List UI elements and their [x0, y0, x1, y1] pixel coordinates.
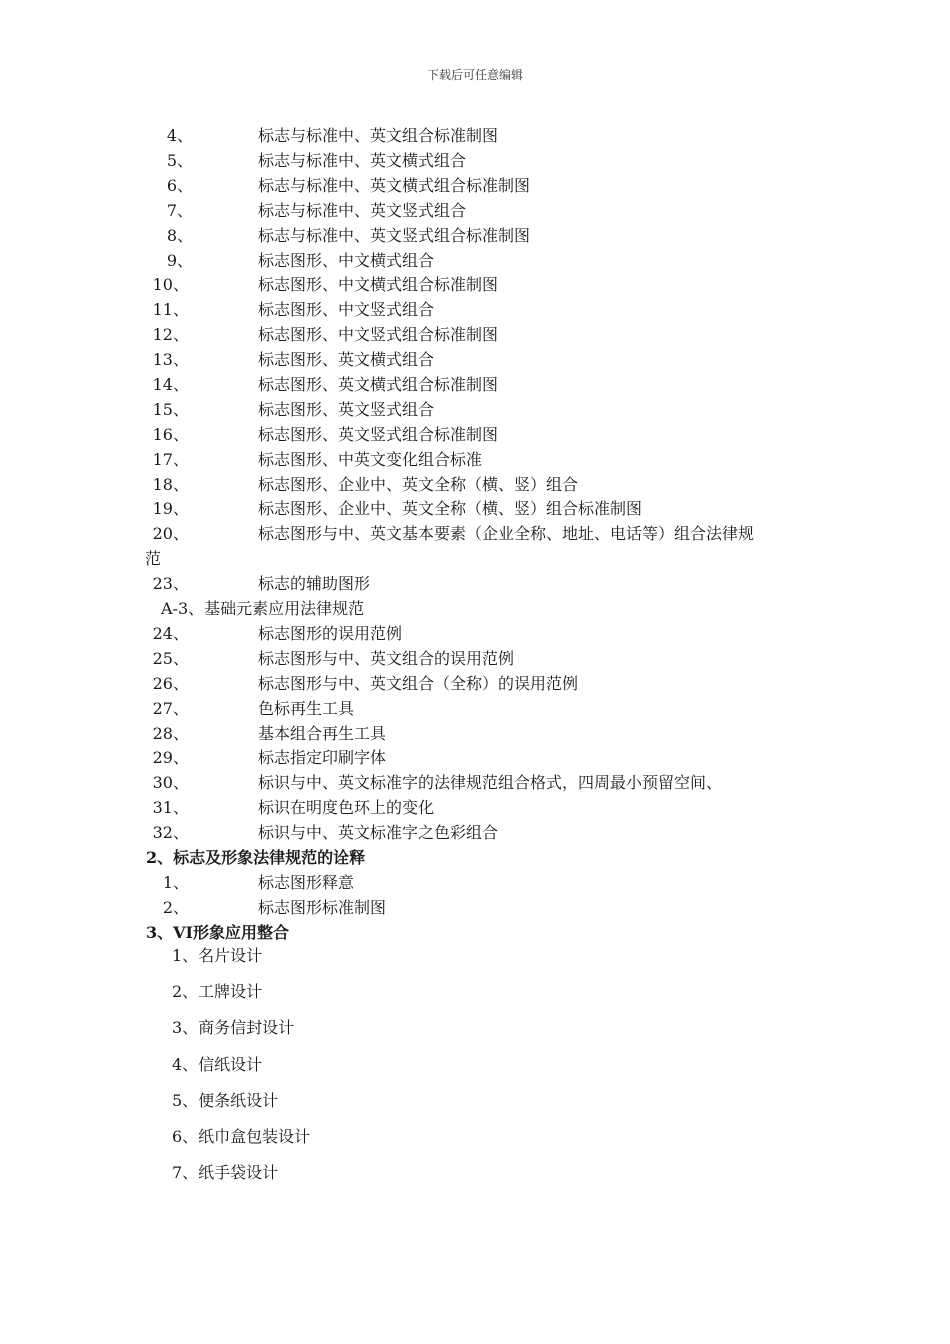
list-item-text: 标志图形、英文竖式组合标准制图 [258, 425, 499, 444]
application-item: 1、名片设计 [172, 946, 263, 965]
list-item-text: 标志图形、中文竖式组合 [258, 300, 435, 319]
list-item-text: 标志图形、英文横式组合标准制图 [258, 375, 499, 394]
list-item-number: 8、 [166, 226, 193, 245]
list-item-number: 6、 [166, 176, 193, 195]
list-item-number: 1、 [162, 873, 189, 892]
list-item-text: 色标再生工具 [258, 699, 355, 718]
list-item-number: 31、 [152, 798, 189, 817]
list-item-number: 26、 [152, 674, 189, 693]
list-item-number: 5、 [166, 151, 193, 170]
section-heading-2: 2、标志及形象法律规范的诠释 [146, 848, 366, 867]
application-item: 3、商务信封设计 [172, 1018, 295, 1037]
list-item-number: 2、 [162, 898, 189, 917]
list-item-number: 27、 [152, 699, 189, 718]
list-item-text: 基本组合再生工具 [258, 724, 387, 743]
list-item-text: 标志图形、中文横式组合 [258, 251, 435, 270]
list-item-number: 30、 [152, 773, 189, 792]
list-item-text: 标志图形、企业中、英文全称（横、竖）组合标准制图 [258, 499, 643, 518]
list-item-text: 标志的辅助图形 [258, 574, 371, 593]
list-item-text: 标志图形、企业中、英文全称（横、竖）组合 [258, 475, 579, 494]
list-item-number: 25、 [152, 649, 189, 668]
application-item: 5、便条纸设计 [172, 1091, 279, 1110]
list-item-number: 19、 [152, 499, 189, 518]
list-item-number: 10、 [152, 275, 189, 294]
list-item-text: 标识与中、英文标准字之色彩组合 [258, 823, 499, 842]
list-item-text: 标志图形、中文竖式组合标准制图 [258, 325, 499, 344]
list-item-text: 标志图形与中、英文基本要素（企业全称、地址、电话等）组合法律规 [258, 524, 755, 543]
list-item-number: 15、 [152, 400, 189, 419]
list-item-text: 标志与标准中、英文竖式组合 [258, 201, 467, 220]
list-item-number: 13、 [152, 350, 189, 369]
list-item-number: 32、 [152, 823, 189, 842]
list-item-text: 标志图形、英文横式组合 [258, 350, 435, 369]
list-item-text: 标志图形、中英文变化组合标准 [258, 450, 483, 469]
application-item: 4、信纸设计 [172, 1055, 263, 1074]
list-item-text: 标志与标准中、英文横式组合标准制图 [258, 176, 531, 195]
list-item-text: 标识与中、英文标准字的法律规范组合格式，四周最小预留空间、 [258, 773, 723, 792]
list-item-number: 28、 [152, 724, 189, 743]
list-item-number: 24、 [152, 624, 189, 643]
page-header-note: 下载后可任意编辑 [426, 68, 523, 82]
list-item-number: 7、 [166, 201, 193, 220]
list-item-number: 29、 [152, 748, 189, 767]
list-item-text: 标志指定印刷字体 [258, 748, 387, 767]
section-title-a3: A-3、基础元素应用法律规范 [161, 599, 365, 618]
application-item: 6、纸巾盒包装设计 [172, 1127, 311, 1146]
wrapped-line-tail: 范 [145, 549, 162, 568]
list-item-text: 标志与标准中、英文组合标准制图 [258, 126, 499, 145]
list-item-text: 标志与标准中、英文竖式组合标准制图 [258, 226, 531, 245]
list-item-text: 标志图形与中、英文组合（全称）的误用范例 [258, 674, 579, 693]
list-item-number: 11、 [152, 300, 189, 319]
list-item-number: 12、 [152, 325, 189, 344]
list-item-number: 23、 [152, 574, 189, 593]
list-item-number: 17、 [152, 450, 189, 469]
list-item-text: 标志图形、中文横式组合标准制图 [258, 275, 499, 294]
application-item: 7、纸手袋设计 [172, 1163, 279, 1182]
list-item-text: 标志图形、英文竖式组合 [258, 400, 435, 419]
application-item: 2、工牌设计 [172, 982, 263, 1001]
list-item-number: 14、 [152, 375, 189, 394]
list-item-text: 标志与标准中、英文横式组合 [258, 151, 467, 170]
list-item-number: 18、 [152, 475, 189, 494]
list-item-number: 20、 [152, 524, 189, 543]
list-item-number: 16、 [152, 425, 189, 444]
list-item-text: 标志图形释意 [258, 873, 355, 892]
list-item-text: 标志图形标准制图 [258, 898, 387, 917]
list-item-number: 9、 [166, 251, 193, 270]
list-item-text: 标识在明度色环上的变化 [258, 798, 435, 817]
section-heading-3: 3、VI形象应用整合 [146, 923, 290, 942]
list-item-number: 4、 [166, 126, 193, 145]
list-item-text: 标志图形与中、英文组合的误用范例 [258, 649, 515, 668]
list-item-text: 标志图形的误用范例 [258, 624, 403, 643]
